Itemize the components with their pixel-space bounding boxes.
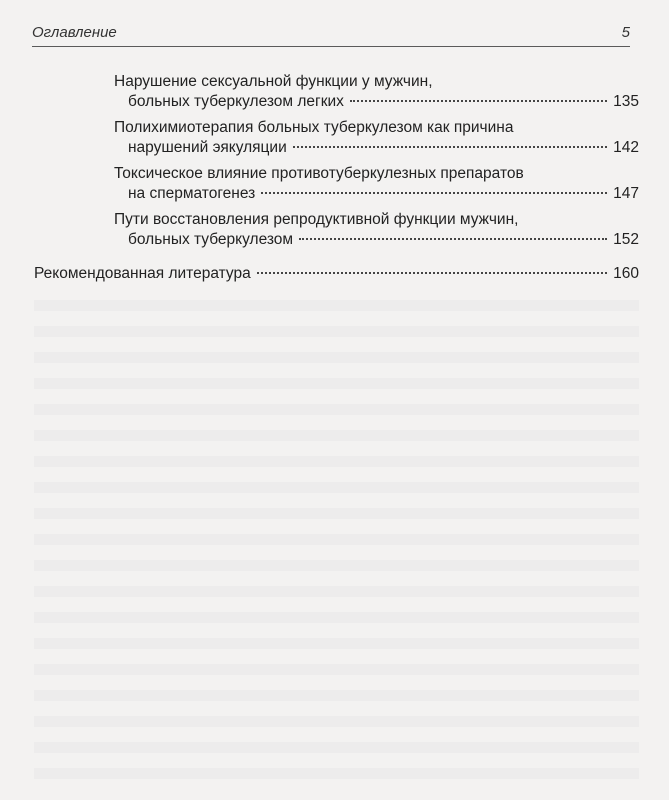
toc-page-ref: 147 [613, 185, 639, 202]
toc-main-entry [34, 264, 639, 284]
toc-entry-title-line2: нарушений эякуляции [128, 139, 287, 156]
page-number: 5 [621, 24, 630, 41]
table-of-contents [34, 72, 639, 290]
header-title: Оглавление [32, 24, 117, 41]
dot-leader [299, 238, 607, 240]
dot-leader [293, 146, 607, 148]
toc-entry-title-line2: больных туберкулезом [128, 231, 294, 248]
toc-entry [114, 72, 639, 112]
dot-leader [257, 272, 607, 274]
dot-leader [350, 100, 607, 102]
toc-entry-title-line2: на сперматогенез [128, 185, 256, 202]
toc-page-ref: 135 [613, 93, 639, 110]
running-header [32, 24, 630, 47]
toc-entry [114, 118, 639, 158]
toc-entry-title-line2: больных туберкулезом легких [128, 93, 344, 110]
toc-page-ref: 152 [613, 231, 639, 248]
toc-entry [114, 164, 639, 204]
toc-entry-title-line1: Пути восстановления репродуктивной функции мужчин, [114, 211, 519, 228]
toc-page-ref: 142 [613, 139, 639, 156]
toc-entry-title-line1: Токсическое влияние противотуберкулезных препаратов [114, 165, 524, 182]
toc-page-ref: 160 [613, 265, 639, 282]
toc-main-entry-title: Рекомендованная литература [34, 265, 251, 282]
bleed-through-shadow [34, 300, 639, 780]
dot-leader [261, 192, 607, 194]
toc-entry-title-line1: Нарушение сексуальной функции у мужчин, [114, 73, 433, 90]
toc-entry [114, 210, 639, 250]
toc-entry-title-line1: Полихимиотерапия больных туберкулезом как причина [114, 119, 514, 136]
